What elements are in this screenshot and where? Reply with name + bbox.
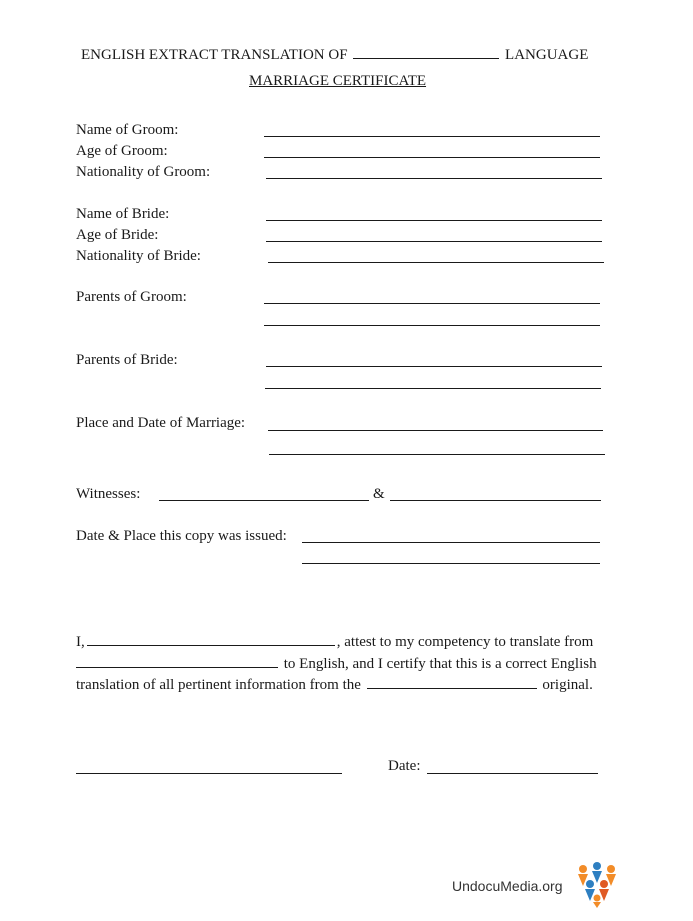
brand-name: UndocuMedia.org [452, 878, 563, 894]
groom-parents-field-2[interactable] [264, 325, 600, 326]
title-prefix: ENGLISH EXTRACT TRANSLATION OF [81, 47, 348, 63]
groom-parents-field-1[interactable] [264, 303, 600, 304]
groom-name-label: Name of Groom: [76, 122, 179, 138]
witnesses-ampersand: & [373, 486, 385, 502]
attestation-line-1 [76, 631, 593, 651]
bride-name-label: Name of Bride: [76, 206, 170, 222]
marriage-place-date-label: Place and Date of Marriage: [76, 415, 246, 431]
copy-issued-field-2[interactable] [302, 563, 600, 564]
marriage-place-date-field-1[interactable] [268, 430, 603, 431]
translator-name-field[interactable] [87, 631, 335, 646]
marriage-place-date-field-2[interactable] [269, 454, 605, 455]
groom-age-field[interactable] [264, 157, 600, 158]
copy-issued-field-1[interactable] [302, 542, 600, 543]
groom-age-label: Age of Groom: [76, 143, 168, 159]
bride-nationality-label: Nationality of Bride: [76, 248, 201, 264]
source-language-field[interactable] [76, 653, 278, 668]
groom-parents-label: Parents of Groom: [76, 289, 187, 305]
title-suffix: LANGUAGE [505, 47, 589, 63]
original-language-field[interactable] [367, 674, 537, 689]
attestation-line-3 [76, 674, 593, 694]
groom-name-field[interactable] [264, 136, 600, 137]
date-field[interactable] [427, 773, 598, 774]
witness-2-field[interactable] [390, 500, 601, 501]
attestation-line-2 [76, 653, 597, 673]
bride-age-field[interactable] [266, 241, 602, 242]
language-blank[interactable] [353, 44, 499, 59]
attestation-line-3-end: original. [542, 677, 593, 693]
bride-age-label: Age of Bride: [76, 227, 159, 243]
bride-parents-label: Parents of Bride: [76, 352, 178, 368]
attestation-line-1-text: , attest to my competency to translate from [336, 634, 594, 650]
document-subtitle: MARRIAGE CERTIFICATE [249, 73, 427, 89]
bride-nationality-field[interactable] [268, 262, 604, 263]
witnesses-label: Witnesses: [76, 486, 141, 502]
witness-1-field[interactable] [159, 500, 369, 501]
date-label: Date: [388, 758, 421, 774]
attestation-line-2-text: to English, and I certify that this is a correct English [283, 656, 597, 672]
bride-name-field[interactable] [266, 220, 602, 221]
signature-field[interactable] [76, 773, 342, 774]
attestation-i: I, [76, 634, 85, 650]
document-title [81, 44, 588, 64]
attestation-line-3-start: translation of all pertinent information from the [76, 677, 361, 693]
bride-parents-field-1[interactable] [266, 366, 602, 367]
groom-nationality-field[interactable] [266, 178, 602, 179]
undocumedia-logo-icon [575, 860, 619, 908]
copy-issued-label: Date & Place this copy was issued: [76, 528, 287, 544]
groom-nationality-label: Nationality of Groom: [76, 164, 211, 180]
bride-parents-field-2[interactable] [265, 388, 601, 389]
